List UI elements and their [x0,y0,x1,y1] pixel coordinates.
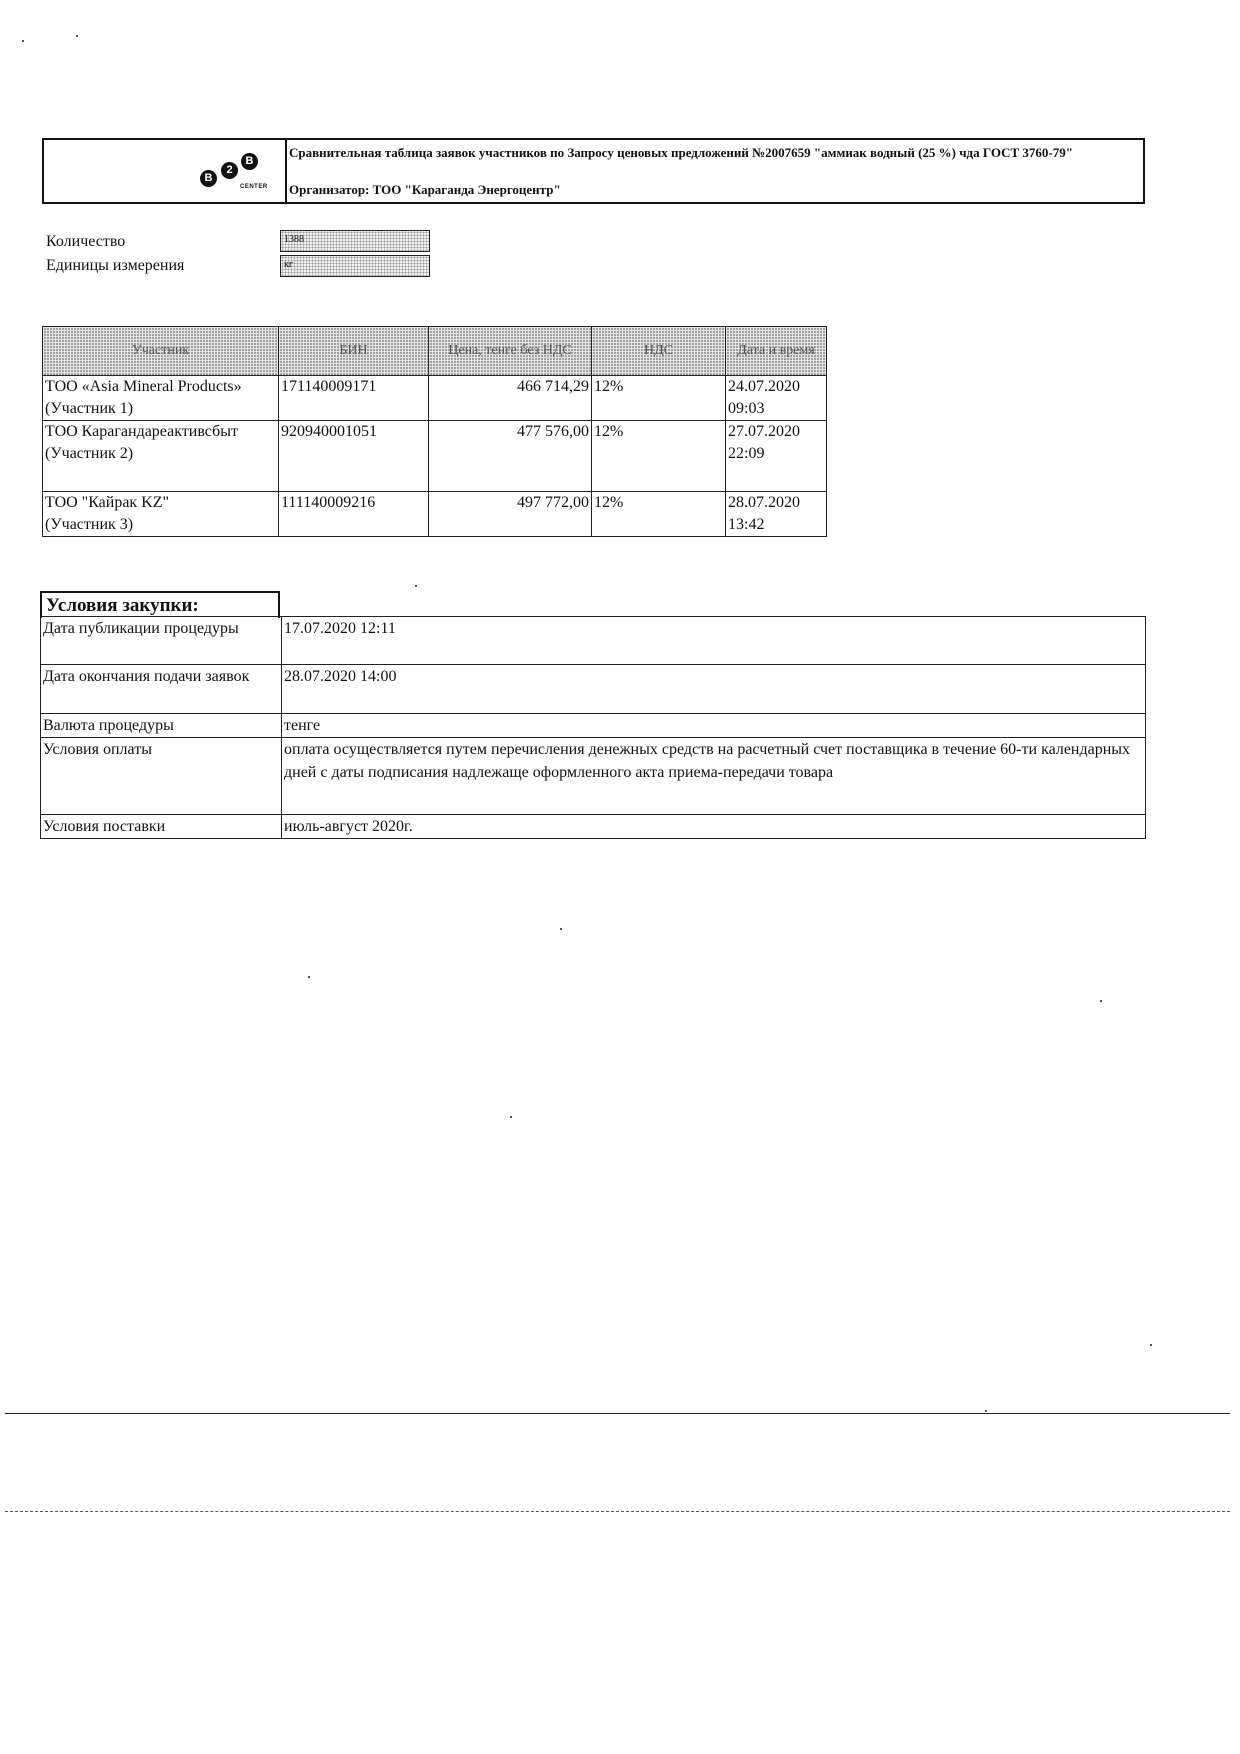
scan-speck [22,40,24,42]
date-text: 27.07.2020 [728,423,800,440]
conditions-title: Условия закупки: [40,591,280,618]
separator-line [5,1413,1230,1414]
price-cell: 477 576,00 [429,421,592,492]
participant-name: ТОО "Кайрак KZ" [45,494,170,511]
separator-line-dashed [5,1511,1230,1512]
participant-tag: (Участник 2) [45,445,134,462]
scan-speck [560,928,562,930]
date-text: 28.07.2020 [728,494,800,511]
bin-cell: 920940001051 [279,421,429,492]
table-row [41,714,1146,738]
condition-label: Дата публикации процедуры [41,617,282,665]
condition-value: тенге [282,714,1146,738]
participant-cell [43,492,279,537]
document-title: Сравнительная таблица заявок участников по Запросу ценовых предложений №2007659 "аммиак водный (25 %) чда ГОСТ 3760-79" [289,145,1073,160]
price-cell: 497 772,00 [429,492,592,537]
logo-letter-2: 2 [221,162,238,179]
scan-speck [510,1116,512,1118]
datetime-cell [726,492,827,537]
participant-tag: (Участник 1) [45,400,134,417]
document-header [42,138,1145,204]
logo-letter-b1: B [200,170,217,187]
col-header-vat: НДС [592,327,726,376]
scan-speck [985,1410,987,1412]
scan-speck [76,35,78,37]
participants-header-row [43,327,827,376]
col-header-datetime: Дата и время [726,327,827,376]
date-text: 24.07.2020 [728,378,800,395]
datetime-cell [726,376,827,421]
table-row [41,815,1146,839]
participant-name: ТОО «Asia Mineral Products» [45,378,242,395]
participants-table [42,326,827,537]
table-row [41,617,1146,665]
table-row [43,376,827,421]
condition-value: июль-август 2020г. [282,815,1146,839]
time-text: 22:09 [728,445,765,462]
condition-value: оплата осуществляется путем перечисления денежных средств на расчетный счет поставщика в течение 60-ти календарных дней с даты подписания надлежаще оформленного акта приема-передачи товара [282,738,1146,815]
col-header-bin: БИН [279,327,429,376]
time-text: 09:03 [728,400,765,417]
conditions-table [40,616,1146,839]
col-header-participant: Участник [43,327,279,376]
scan-speck [415,585,417,587]
unit-label: Единицы измерения [46,257,185,274]
scan-speck [308,976,310,978]
participant-name: ТОО Карагандареактивсбыт [45,423,238,440]
table-row [43,421,827,492]
participant-tag: (Участник 3) [45,516,134,533]
logo-subtext: CENTER [240,184,268,190]
condition-value: 28.07.2020 14:00 [282,665,1146,714]
vat-cell: 12% [592,492,726,537]
bin-cell: 171140009171 [279,376,429,421]
condition-value: 17.07.2020 12:11 [282,617,1146,665]
condition-label: Валюта процедуры [41,714,282,738]
participant-cell [43,421,279,492]
logo-letter-b2: B [241,153,258,170]
col-header-price: Цена, тенге без НДС [429,327,592,376]
unit-value: кг [280,255,430,277]
scan-speck [1100,1000,1102,1002]
table-row [43,492,827,537]
organizer-text: Организатор: ТОО "Караганда Энергоцентр" [289,182,561,197]
time-text: 13:42 [728,516,765,533]
price-cell: 466 714,29 [429,376,592,421]
scan-speck [1150,1344,1152,1346]
participant-cell [43,376,279,421]
logo [44,140,287,202]
quantity-label: Количество [46,233,126,250]
table-row [41,665,1146,714]
condition-label: Условия поставки [41,815,282,839]
vat-cell: 12% [592,421,726,492]
bin-cell: 111140009216 [279,492,429,537]
condition-label: Дата окончания подачи заявок [41,665,282,714]
quantity-value: 1388 [280,230,430,252]
condition-label: Условия оплаты [41,738,282,815]
table-row [41,738,1146,815]
datetime-cell [726,421,827,492]
vat-cell: 12% [592,376,726,421]
